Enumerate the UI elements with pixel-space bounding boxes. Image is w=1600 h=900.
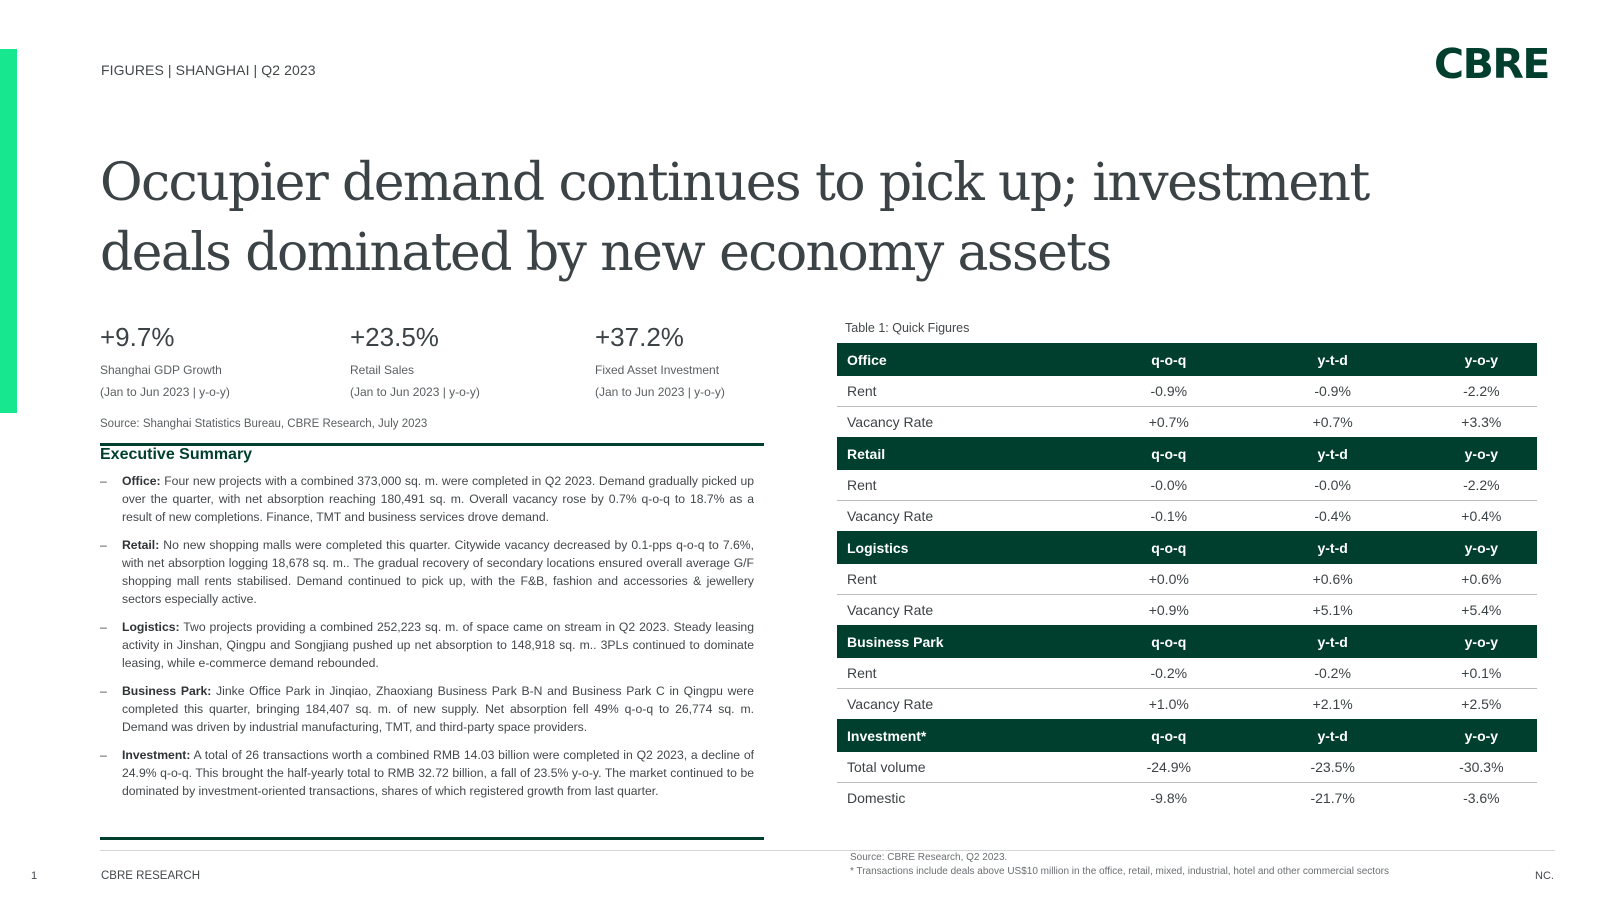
cell-value: -0.2% bbox=[1098, 658, 1240, 689]
summary-item-office bbox=[100, 472, 754, 526]
stat-fixed-asset bbox=[595, 322, 725, 399]
column-header: y-t-d bbox=[1240, 719, 1426, 752]
cbre-logo: CBRE bbox=[1434, 40, 1549, 88]
cell-value: -23.5% bbox=[1240, 752, 1426, 783]
stat-label: Retail Sales bbox=[350, 363, 415, 377]
column-header: y-o-y bbox=[1426, 719, 1537, 752]
dash-bullet: – bbox=[100, 474, 107, 488]
summary-label: Investment: bbox=[122, 748, 191, 762]
stat-value: +9.7% bbox=[100, 322, 175, 352]
column-header: y-o-y bbox=[1426, 531, 1537, 564]
cell-value: -24.9% bbox=[1098, 752, 1240, 783]
summary-item-business-park bbox=[100, 682, 754, 736]
header-breadcrumb: FIGURES | SHANGHAI | Q2 2023 bbox=[101, 62, 316, 78]
cell-value: -9.8% bbox=[1150, 790, 1188, 806]
cell-value: -0.1% bbox=[1150, 508, 1188, 524]
stat-label: Fixed Asset Investment bbox=[595, 363, 720, 377]
column-header: y-o-y bbox=[1426, 625, 1537, 658]
summary-text: Jinke Office Park in Jinqiao, Zhaoxiang Business Park B-N and Business Park C in Qingpu were completed this quarter, bringing 184,407 sq. m. of new supply. Net absorption fell 49% q-o-q to 26,774 sq. m. Demand was driven by industrial manufacturing, TMT, and third-party space providers. bbox=[122, 684, 755, 734]
executive-summary-title: Executive Summary bbox=[100, 446, 253, 463]
summary-label: Business Park: bbox=[122, 684, 212, 698]
summary-text: No new shopping malls were completed this quarter. Citywide vacancy decreased by 0.1-pps q-o-q to 7.6%, with net absorption logging 18,678 sq. m.. The gradual recovery of secondary locations ensured overall average G/F shopping mall rents stabilised. Demand continued to pick up, with the F&B, fashion and accessories & jewellery sectors especially active. bbox=[122, 538, 754, 606]
stat-period: (Jan to Jun 2023 | y-o-y) bbox=[595, 385, 725, 399]
column-header: q-o-q bbox=[1098, 625, 1240, 658]
column-header: y-t-d bbox=[1240, 625, 1426, 658]
cell-value: -2.2% bbox=[1426, 470, 1537, 501]
row-label: Rent bbox=[837, 658, 1098, 689]
dash-bullet: – bbox=[100, 748, 107, 762]
column-header: y-o-y bbox=[1426, 343, 1537, 376]
column-header: q-o-q bbox=[1098, 343, 1240, 376]
table-caption: Table 1: Quick Figures bbox=[845, 321, 970, 335]
stat-value: +37.2% bbox=[595, 322, 684, 352]
cell-value: -0.2% bbox=[1240, 658, 1426, 689]
cell-value: -21.7% bbox=[1310, 790, 1355, 806]
stat-period: (Jan to Jun 2023 | y-o-y) bbox=[350, 385, 480, 399]
footer-footnote: * Transactions include deals above US$10 million in the office, retail, mixed, industrial, hotel and other commercial sectors bbox=[850, 866, 1389, 877]
cell-value: -0.9% bbox=[1240, 376, 1426, 407]
cell-value: +0.1% bbox=[1426, 658, 1537, 689]
cell-value: +3.3% bbox=[1461, 414, 1502, 430]
column-header: q-o-q bbox=[1098, 719, 1240, 752]
column-header: y-t-d bbox=[1240, 343, 1426, 376]
cell-value: +0.7% bbox=[1312, 414, 1353, 430]
page-number: 1 bbox=[31, 870, 38, 882]
column-header: q-o-q bbox=[1098, 531, 1240, 564]
column-header: y-o-y bbox=[1426, 437, 1537, 470]
footer-right-mark: NC. bbox=[1535, 870, 1554, 882]
column-header: y-t-d bbox=[1240, 531, 1426, 564]
section-name: Business Park bbox=[837, 625, 1098, 658]
table-row bbox=[837, 658, 1537, 689]
cell-value: -0.0% bbox=[1240, 470, 1426, 501]
section-divider-bottom bbox=[100, 837, 764, 840]
cell-value: +5.4% bbox=[1461, 602, 1502, 618]
stat-period: (Jan to Jun 2023 | y-o-y) bbox=[100, 385, 230, 399]
cell-value: -0.9% bbox=[1098, 376, 1240, 407]
stat-gdp bbox=[100, 322, 230, 399]
section-name: Logistics bbox=[837, 531, 1098, 564]
footer-source bbox=[850, 851, 1389, 879]
section-name: Retail bbox=[837, 437, 1098, 470]
row-label: Rent bbox=[837, 470, 1098, 501]
summary-item-investment bbox=[100, 746, 754, 800]
table-row bbox=[837, 376, 1537, 407]
table-row bbox=[837, 501, 1537, 532]
cell-value: +0.7% bbox=[1148, 414, 1189, 430]
cell-value: +1.0% bbox=[1148, 696, 1189, 712]
table-row bbox=[837, 752, 1537, 783]
stat-label: Shanghai GDP Growth bbox=[100, 363, 222, 377]
summary-text: A total of 26 transactions worth a combined RMB 14.03 billion were completed in Q2 2023, a decline of 24.9% q-o-q. This brought the half-yearly total to RMB 32.72 billion, a fall of 23.5% y-o-y. The market continued to be dominated by investment-oriented transactions, shares of which registered growth from last quarter. bbox=[122, 748, 754, 798]
table-row bbox=[837, 470, 1537, 501]
cell-value: -30.3% bbox=[1426, 752, 1537, 783]
table-section-header bbox=[837, 719, 1537, 752]
executive-summary-list bbox=[100, 472, 754, 810]
cell-value: -0.4% bbox=[1314, 508, 1351, 524]
cell-value: +0.4% bbox=[1461, 508, 1502, 524]
page-title bbox=[100, 148, 1430, 288]
stats-source: Source: Shanghai Statistics Bureau, CBRE Research, July 2023 bbox=[100, 418, 428, 430]
column-header: q-o-q bbox=[1098, 437, 1240, 470]
row-label: Vacancy Rate bbox=[847, 508, 934, 524]
cell-value: -3.6% bbox=[1463, 790, 1500, 806]
cell-value: +0.9% bbox=[1148, 602, 1189, 618]
cell-value: +0.6% bbox=[1240, 564, 1426, 595]
table-row bbox=[837, 689, 1537, 720]
cell-value: +0.6% bbox=[1426, 564, 1537, 595]
stat-value: +23.5% bbox=[350, 322, 439, 352]
cell-value: +0.0% bbox=[1098, 564, 1240, 595]
table-section-header bbox=[837, 437, 1537, 470]
summary-label: Retail: bbox=[122, 538, 160, 552]
cell-value: +5.1% bbox=[1312, 602, 1353, 618]
footer-publisher: CBRE RESEARCH bbox=[101, 870, 201, 882]
cell-value: +2.1% bbox=[1312, 696, 1353, 712]
accent-bar bbox=[0, 49, 17, 413]
table-row bbox=[837, 595, 1537, 626]
cell-value: -0.0% bbox=[1098, 470, 1240, 501]
row-label: Rent bbox=[837, 376, 1098, 407]
title-line-1: Occupier demand continues to pick up; investment bbox=[100, 153, 1369, 213]
column-header: y-t-d bbox=[1240, 437, 1426, 470]
row-label: Vacancy Rate bbox=[847, 414, 934, 430]
summary-text: Four new projects with a combined 373,000 sq. m. were completed in Q2 2023. Demand gradually picked up over the quarter, with net absorption reaching 180,491 sq. m. Overall vacancy rose by 0.7% q-o-q to 18.7% as a result of new completions. Finance, TMT and business services drove demand. bbox=[122, 474, 754, 524]
cell-value: +2.5% bbox=[1461, 696, 1502, 712]
dash-bullet: – bbox=[100, 538, 107, 552]
summary-label: Office: bbox=[122, 474, 161, 488]
stat-retail-sales bbox=[350, 322, 480, 399]
table-section-header bbox=[837, 531, 1537, 564]
summary-text: Two projects providing a combined 252,223 sq. m. of space came on stream in Q2 2023. Steady leasing activity in Jinshan, Qingpu and Songjiang pushed up net absorption to 148,918 sq. m.. 3PLs continued to dominate leasing, while e-commerce demand rebounded. bbox=[122, 620, 754, 670]
section-name: Office bbox=[837, 343, 1098, 376]
summary-item-logistics bbox=[100, 618, 754, 672]
row-label: Total volume bbox=[837, 752, 1098, 783]
row-label: Vacancy Rate bbox=[847, 602, 934, 618]
table-row bbox=[837, 407, 1537, 438]
row-label: Vacancy Rate bbox=[847, 696, 934, 712]
title-line-2: deals dominated by new economy assets bbox=[100, 223, 1111, 283]
section-name: Investment* bbox=[837, 719, 1098, 752]
table-row bbox=[837, 564, 1537, 595]
table-row bbox=[837, 783, 1537, 814]
table-section-header bbox=[837, 343, 1537, 376]
row-label: Rent bbox=[837, 564, 1098, 595]
row-label: Domestic bbox=[847, 790, 906, 806]
dash-bullet: – bbox=[100, 620, 107, 634]
summary-item-retail bbox=[100, 536, 754, 608]
quick-figures-table bbox=[837, 343, 1537, 813]
table-section-header bbox=[837, 625, 1537, 658]
summary-label: Logistics: bbox=[122, 620, 180, 634]
dash-bullet: – bbox=[100, 684, 107, 698]
cell-value: -2.2% bbox=[1426, 376, 1537, 407]
footer-source-line: Source: CBRE Research, Q2 2023. bbox=[850, 852, 1008, 863]
